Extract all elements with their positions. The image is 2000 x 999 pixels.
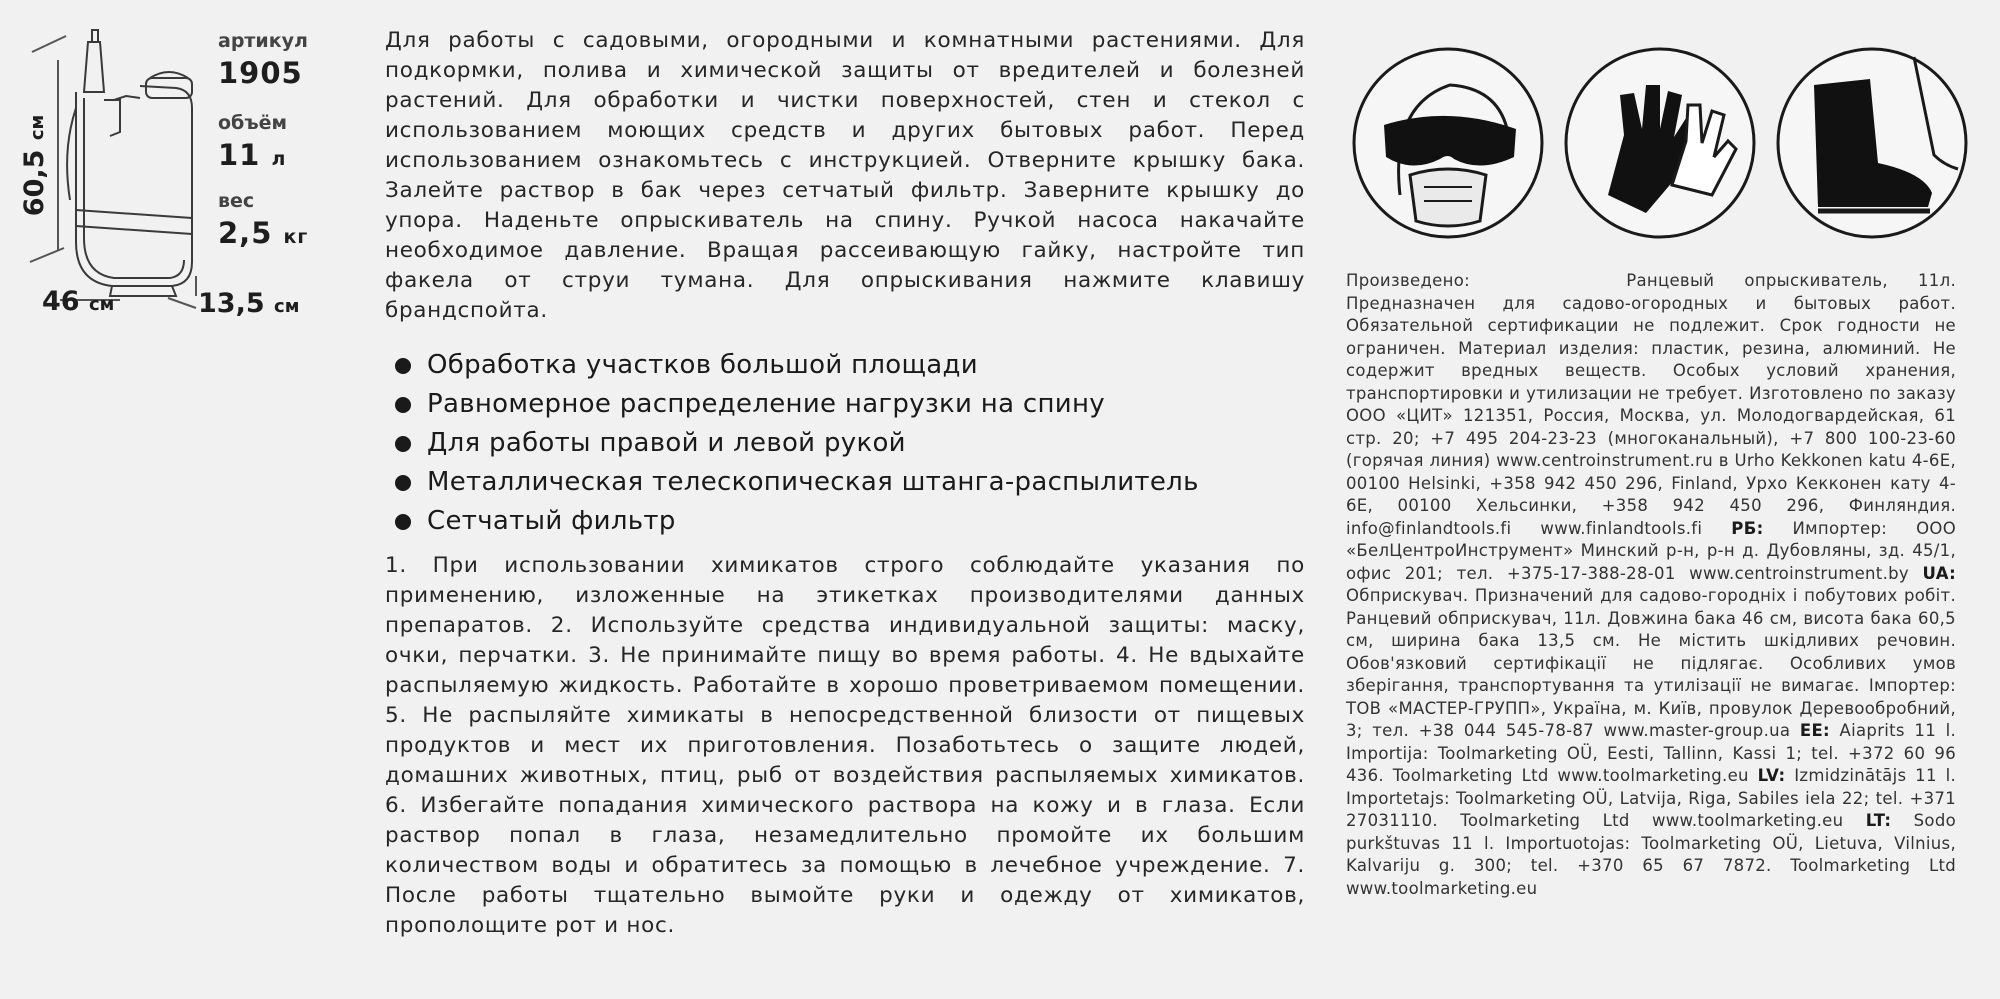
feature-item [385, 502, 1305, 541]
ua-label: UA: [1922, 563, 1956, 583]
feature-item [385, 424, 1305, 463]
lv-label: LV: [1757, 766, 1786, 785]
safety-warnings-text: 1. При использовании химикатов строго соблюдайте указания по применению, изложенные на этикетках производителями данных препаратов. 2. Используйте средства индивидуальной защиты: маску, очки, перчатки. 3. Не принимайте пищу во время работы. 4. Не вдыхайте распыляемую жидкость. Работайте в хорошо проветриваемом помещении. 5. Не распыляйте химикаты в непосредственной близости от пищевых продуктов и мест их приготовления. Позаботьтесь о защите людей, домашних животных, птиц, рыб от воздействия распыляемых химикатов. 6. Избегайте попадания химического раствора на кожу и в глаза. Если раствор попал в глаза, незамедлительно промойте их большим количеством воды и обратитесь за помощью в лечебное учреждение. 7. После работы тщательно вымойте руки и одежду от химикатов, прополощите рот и нос. [385, 553, 1305, 938]
dimensions-figure [0, 0, 370, 360]
bullet-icon [395, 475, 411, 491]
gloves-icon [1562, 45, 1758, 241]
bullet-icon [395, 358, 411, 374]
description-text: Для работы с садовыми, огородными и комнатными растениями. Для подкормки, полива и химической защиты от вредителей и болезней растений. Для обработки и чистки поверхностей, стен и стекол с использованием моющих средств и других бытовых работ. Перед использованием ознакомьтесь с инструкцией. Отверните крышку бака. Залейте раствор в бак через сетчатый фильтр. Заверните крышку до упора. Наденьте опрыскиватель на спину. Ручкой насоса накачайте необходимое давление. Вращая рассеивающую гайку, настройте тип факела от струи тумана. Для опрыскивания нажмите клавишу брандспойта. [385, 28, 1305, 323]
produced-label: Произведено: [1346, 271, 1470, 290]
boots-icon [1774, 45, 1970, 241]
features-list [385, 346, 1305, 541]
volume-unit: л [271, 148, 287, 170]
by-label: РБ: [1731, 518, 1764, 538]
volume-value [218, 138, 286, 172]
height-dimension [19, 115, 50, 216]
ua-text: Обприскувач. Призначений для садово-городніх і побутових робіт. Ранцевий обприскувач, 11л. Довжина бака 46 см, висота бака 60,5 см, ширина бака 13,5 см. Не містить шкідливих речовин. Обов'язковий сертифікації не підлягає. Особливих умов зберігання, транспортування та утилізації не вимагає. Імпортер: ТОВ «МАСТЕР-ГРУПП», Україна, м. Київ, провулок Деревообробний, 3; тел. +38 044 545-78-87 www.master-group.ua [1346, 586, 1956, 740]
ee-label: EE: [1799, 721, 1830, 740]
feature-item [385, 463, 1305, 502]
article-value: 1905 [218, 56, 303, 90]
weight-label: вес [218, 190, 255, 212]
bullet-icon [395, 397, 411, 413]
feature-item [385, 346, 1305, 385]
ru-text: Ранцевый опрыскиватель, 11л. Предназначен для садово-огородных и бытовых работ. Обязательной сертификации не подлежит. Срок годности не ограничен. Материал изделия: пластик, резина, алюминий. Не содержит вредных веществ. Особых условий хранения, транспортировки и утилизации не требует. Изготовлено по заказу ООО «ЦИТ» 121351, Россия, Москва, ул. Молодогвардейская, 61 стр. 20; +7 495 204-23-23 (многоканальный), +7 800 100-23-60 (горячая линия) www.centroinstrument.ru в Urho Kekkonen katu 4-6E, 00100 Helsinki, +358 942 450 296, Finland, Урхо Кекконен кату 4-6Е, 00100 Хельсинки, +358 942 450 296, Финляндия. info@finlandtools.fi www.finlandtools.fi [1346, 271, 1956, 538]
protection-pictograms [1350, 45, 1980, 245]
width-dimension [42, 286, 114, 317]
feature-label: Металлическая телескопическая штанга-распылитель [427, 467, 1199, 497]
volume-number: 11 [218, 138, 261, 172]
feature-item [385, 385, 1305, 424]
lt-label: LT: [1865, 811, 1892, 830]
weight-unit: кг [283, 226, 309, 248]
bullet-icon [395, 514, 411, 530]
feature-label: Для работы правой и левой рукой [427, 428, 906, 458]
lv-text: Izmidzinātājs 11 l. Importetajs: Toolmarketing OÜ, Latvija, Riga, Sabiles iela 22; tel. +371 27031110. Toolmarketing Ltd www.toolmarketing.eu [1346, 766, 1956, 830]
weight-value [218, 216, 308, 250]
feature-label: Сетчатый фильтр [427, 506, 676, 536]
weight-number: 2,5 [218, 216, 273, 250]
height-value: 60,5 [19, 149, 51, 217]
lt-text: Sodo purkštuvas 11 l. Importuotojas: Toolmarketing OÜ, Lietuva, Vilnius, Kalvariju g. 300; tel. +370 65 67 7872. Toolmarketing Ltd www.toolmarketing.eu [1346, 811, 1956, 898]
feature-label: Равномерное распределение нагрузки на спину [427, 389, 1105, 419]
main-text-column [385, 26, 1305, 938]
article-label: артикул [218, 30, 308, 52]
goggles-mask-icon [1350, 45, 1546, 241]
height-unit: см [27, 114, 49, 141]
width-value: 46 [42, 286, 80, 317]
ee-text: Aiaprits 11 l. Importija: Toolmarketing OÜ, Eesti, Tallinn, Kassi 1; tel. +372 60 96 436. Toolmarketing Ltd www.toolmarketing.eu [1346, 721, 1957, 785]
volume-label: объём [218, 112, 288, 134]
depth-unit: см [274, 296, 300, 317]
feature-label: Обработка участков большой площади [427, 350, 979, 380]
width-unit: см [88, 294, 115, 315]
depth-dimension [198, 288, 299, 319]
manufacturer-info [1346, 270, 1956, 900]
depth-value: 13,5 [198, 288, 265, 319]
bullet-icon [395, 436, 411, 452]
by-text: Импортер: ООО «БелЦентроИнструмент» Минский р-н, р-н д. Дубовляны, зд. 45/1, офис 201; тел. +375-17-388-28-01 www.centroinstrument.by [1346, 518, 1956, 583]
